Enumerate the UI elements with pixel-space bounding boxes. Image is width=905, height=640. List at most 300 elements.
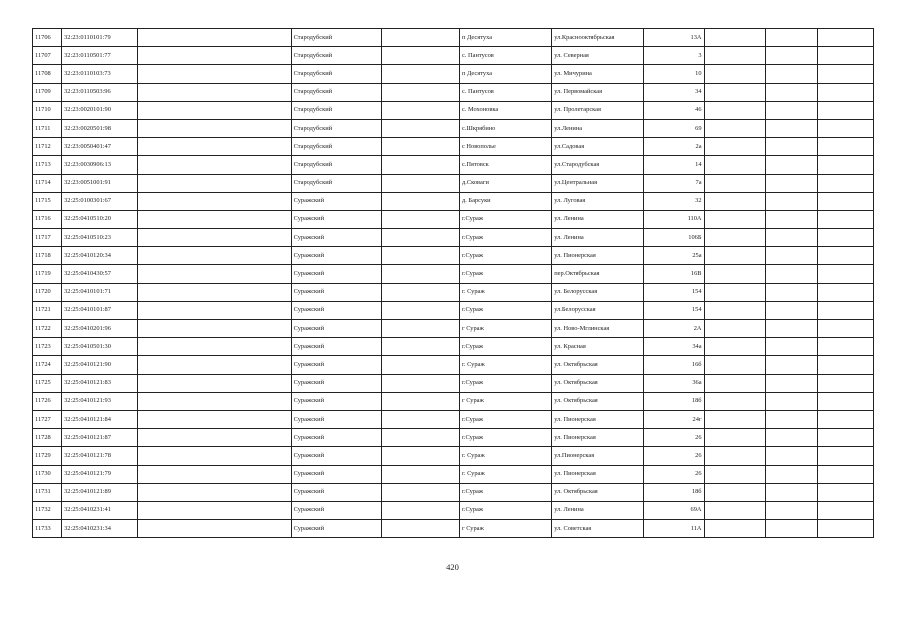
empty-cell xyxy=(138,210,291,228)
empty-cell xyxy=(381,229,459,247)
empty-cell xyxy=(765,483,817,501)
empty-cell xyxy=(138,374,291,392)
empty-cell xyxy=(381,210,459,228)
table-row xyxy=(33,465,874,483)
empty-cell xyxy=(704,392,765,410)
empty-cell xyxy=(138,29,291,47)
empty-cell xyxy=(138,65,291,83)
table-row xyxy=(33,192,874,210)
empty-cell xyxy=(817,29,873,47)
street-cell: ул. Красная xyxy=(552,338,644,356)
empty-cell xyxy=(138,83,291,101)
empty-cell xyxy=(817,501,873,519)
empty-cell xyxy=(765,156,817,174)
empty-cell xyxy=(138,338,291,356)
empty-cell xyxy=(704,138,765,156)
row-number-cell: 11731 xyxy=(33,483,62,501)
empty-cell xyxy=(381,247,459,265)
empty-cell xyxy=(138,119,291,137)
cadastral-number-cell: 32:25:0100301:67 xyxy=(62,192,138,210)
street-cell: ул. Ново-Мглинская xyxy=(552,320,644,338)
empty-cell xyxy=(817,65,873,83)
empty-cell xyxy=(704,283,765,301)
table-row xyxy=(33,119,874,137)
row-number-cell: 11710 xyxy=(33,101,62,119)
empty-cell xyxy=(704,247,765,265)
register-sheet xyxy=(32,28,874,538)
table-row xyxy=(33,65,874,83)
register-table-body xyxy=(33,29,874,538)
empty-cell xyxy=(765,247,817,265)
empty-cell xyxy=(765,392,817,410)
empty-cell xyxy=(817,447,873,465)
district-cell: Суражский xyxy=(291,283,381,301)
table-row xyxy=(33,356,874,374)
cadastral-number-cell: 32:25:0410120:34 xyxy=(62,247,138,265)
row-number-cell: 11723 xyxy=(33,338,62,356)
row-number-cell: 11724 xyxy=(33,356,62,374)
street-cell: ул.Пионерская xyxy=(552,447,644,465)
locality-cell: с.Пятовск xyxy=(459,156,551,174)
house-number-cell: 154 xyxy=(644,283,704,301)
locality-cell: п Десятуха xyxy=(459,65,551,83)
street-cell: пер.Октябрьская xyxy=(552,265,644,283)
row-number-cell: 11713 xyxy=(33,156,62,174)
empty-cell xyxy=(138,320,291,338)
empty-cell xyxy=(381,301,459,319)
table-row xyxy=(33,320,874,338)
street-cell: ул.Красноoктябрьская xyxy=(552,29,644,47)
cadastral-number-cell: 32:25:0410121:84 xyxy=(62,410,138,428)
empty-cell xyxy=(817,210,873,228)
property-register-table xyxy=(32,28,874,538)
empty-cell xyxy=(817,192,873,210)
empty-cell xyxy=(138,265,291,283)
empty-cell xyxy=(765,101,817,119)
table-row xyxy=(33,29,874,47)
street-cell: ул. Первомайская xyxy=(552,83,644,101)
row-number-cell: 11715 xyxy=(33,192,62,210)
empty-cell xyxy=(817,119,873,137)
district-cell: Суражский xyxy=(291,356,381,374)
empty-cell xyxy=(704,156,765,174)
locality-cell: с. Мохоновка xyxy=(459,101,551,119)
street-cell: ул. Пролетарская xyxy=(552,101,644,119)
empty-cell xyxy=(704,429,765,447)
empty-cell xyxy=(704,447,765,465)
house-number-cell: 3 xyxy=(644,47,704,65)
empty-cell xyxy=(138,410,291,428)
table-row xyxy=(33,174,874,192)
empty-cell xyxy=(817,356,873,374)
empty-cell xyxy=(704,192,765,210)
row-number-cell: 11714 xyxy=(33,174,62,192)
row-number-cell: 11716 xyxy=(33,210,62,228)
empty-cell xyxy=(381,410,459,428)
empty-cell xyxy=(817,47,873,65)
row-number-cell: 11726 xyxy=(33,392,62,410)
street-cell: ул.Садовая xyxy=(552,138,644,156)
empty-cell xyxy=(704,356,765,374)
table-row xyxy=(33,520,874,538)
empty-cell xyxy=(765,501,817,519)
row-number-cell: 11728 xyxy=(33,429,62,447)
empty-cell xyxy=(817,374,873,392)
house-number-cell: 2А xyxy=(644,320,704,338)
empty-cell xyxy=(381,65,459,83)
empty-cell xyxy=(704,29,765,47)
empty-cell xyxy=(704,465,765,483)
empty-cell xyxy=(381,520,459,538)
empty-cell xyxy=(817,465,873,483)
district-cell: Суражский xyxy=(291,465,381,483)
empty-cell xyxy=(765,83,817,101)
empty-cell xyxy=(765,410,817,428)
cadastral-number-cell: 32:25:0410121:93 xyxy=(62,392,138,410)
locality-cell: г.Сураж xyxy=(459,483,551,501)
table-row xyxy=(33,265,874,283)
table-row xyxy=(33,374,874,392)
street-cell: ул. Октябрьская xyxy=(552,483,644,501)
row-number-cell: 11720 xyxy=(33,283,62,301)
empty-cell xyxy=(704,229,765,247)
empty-cell xyxy=(765,320,817,338)
house-number-cell: 16В xyxy=(644,265,704,283)
street-cell: ул. Белорусская xyxy=(552,283,644,301)
empty-cell xyxy=(138,247,291,265)
empty-cell xyxy=(381,465,459,483)
empty-cell xyxy=(381,47,459,65)
street-cell: ул. Северная xyxy=(552,47,644,65)
empty-cell xyxy=(381,356,459,374)
street-cell: ул. Октябрьская xyxy=(552,356,644,374)
cadastral-number-cell: 32:23:0110103:73 xyxy=(62,65,138,83)
locality-cell: г. Сураж xyxy=(459,447,551,465)
district-cell: Суражский xyxy=(291,520,381,538)
locality-cell: г.Сураж xyxy=(459,265,551,283)
district-cell: Суражский xyxy=(291,338,381,356)
cadastral-number-cell: 32:25:0410121:87 xyxy=(62,429,138,447)
row-number-cell: 11721 xyxy=(33,301,62,319)
house-number-cell: 7а xyxy=(644,174,704,192)
empty-cell xyxy=(381,174,459,192)
table-row xyxy=(33,338,874,356)
empty-cell xyxy=(765,283,817,301)
house-number-cell: 36а xyxy=(644,374,704,392)
empty-cell xyxy=(765,192,817,210)
district-cell: Суражский xyxy=(291,429,381,447)
empty-cell xyxy=(817,156,873,174)
district-cell: Суражский xyxy=(291,392,381,410)
cadastral-number-cell: 32:23:0051001:91 xyxy=(62,174,138,192)
empty-cell xyxy=(138,47,291,65)
street-cell: ул. Пионерская xyxy=(552,465,644,483)
empty-cell xyxy=(704,83,765,101)
house-number-cell: 110А xyxy=(644,210,704,228)
empty-cell xyxy=(765,301,817,319)
empty-cell xyxy=(817,138,873,156)
street-cell: ул. Ленина xyxy=(552,229,644,247)
empty-cell xyxy=(765,47,817,65)
empty-cell xyxy=(138,501,291,519)
table-row xyxy=(33,101,874,119)
street-cell: ул. Октябрьская xyxy=(552,392,644,410)
cadastral-number-cell: 32:25:0410201:96 xyxy=(62,320,138,338)
house-number-cell: 24г xyxy=(644,410,704,428)
house-number-cell: 26 xyxy=(644,429,704,447)
empty-cell xyxy=(817,301,873,319)
empty-cell xyxy=(381,429,459,447)
empty-cell xyxy=(138,301,291,319)
empty-cell xyxy=(704,65,765,83)
empty-cell xyxy=(381,156,459,174)
table-row xyxy=(33,283,874,301)
locality-cell: г.Сураж xyxy=(459,247,551,265)
district-cell: Стародубский xyxy=(291,101,381,119)
cadastral-number-cell: 32:25:0410430:57 xyxy=(62,265,138,283)
empty-cell xyxy=(765,520,817,538)
street-cell: ул. Мичурина xyxy=(552,65,644,83)
house-number-cell: 25а xyxy=(644,247,704,265)
empty-cell xyxy=(381,192,459,210)
district-cell: Суражский xyxy=(291,501,381,519)
empty-cell xyxy=(817,283,873,301)
empty-cell xyxy=(817,410,873,428)
empty-cell xyxy=(381,338,459,356)
empty-cell xyxy=(138,520,291,538)
empty-cell xyxy=(817,520,873,538)
table-row xyxy=(33,83,874,101)
locality-cell: г Сураж xyxy=(459,392,551,410)
empty-cell xyxy=(765,429,817,447)
empty-cell xyxy=(381,392,459,410)
street-cell: ул. Октябрьская xyxy=(552,374,644,392)
locality-cell: г.Сураж xyxy=(459,410,551,428)
locality-cell: д. Барсуки xyxy=(459,192,551,210)
locality-cell: г.Сураж xyxy=(459,374,551,392)
cadastral-number-cell: 32:25:0410121:78 xyxy=(62,447,138,465)
house-number-cell: 106Б xyxy=(644,229,704,247)
empty-cell xyxy=(704,501,765,519)
empty-cell xyxy=(765,338,817,356)
cadastral-number-cell: 32:23:0110101:79 xyxy=(62,29,138,47)
empty-cell xyxy=(765,138,817,156)
empty-cell xyxy=(381,83,459,101)
locality-cell: г.Сураж xyxy=(459,210,551,228)
empty-cell xyxy=(817,429,873,447)
district-cell: Стародубский xyxy=(291,83,381,101)
table-row xyxy=(33,501,874,519)
empty-cell xyxy=(817,320,873,338)
empty-cell xyxy=(704,338,765,356)
row-number-cell: 11709 xyxy=(33,83,62,101)
house-number-cell: 26 xyxy=(644,465,704,483)
house-number-cell: 46 xyxy=(644,101,704,119)
empty-cell xyxy=(138,229,291,247)
empty-cell xyxy=(381,101,459,119)
row-number-cell: 11711 xyxy=(33,119,62,137)
table-row xyxy=(33,247,874,265)
empty-cell xyxy=(704,119,765,137)
cadastral-number-cell: 32:23:0050401:47 xyxy=(62,138,138,156)
empty-cell xyxy=(817,83,873,101)
empty-cell xyxy=(704,174,765,192)
district-cell: Суражский xyxy=(291,483,381,501)
district-cell: Суражский xyxy=(291,192,381,210)
empty-cell xyxy=(138,138,291,156)
locality-cell: г Сураж xyxy=(459,520,551,538)
row-number-cell: 11706 xyxy=(33,29,62,47)
row-number-cell: 11729 xyxy=(33,447,62,465)
table-row xyxy=(33,392,874,410)
empty-cell xyxy=(765,374,817,392)
locality-cell: г. Сураж xyxy=(459,283,551,301)
street-cell: ул. Пионерская xyxy=(552,247,644,265)
empty-cell xyxy=(817,101,873,119)
district-cell: Суражский xyxy=(291,447,381,465)
empty-cell xyxy=(138,174,291,192)
empty-cell xyxy=(138,465,291,483)
empty-cell xyxy=(765,210,817,228)
empty-cell xyxy=(765,356,817,374)
cadastral-number-cell: 32:25:0410510:20 xyxy=(62,210,138,228)
table-row xyxy=(33,229,874,247)
cadastral-number-cell: 32:25:0410501:30 xyxy=(62,338,138,356)
district-cell: Суражский xyxy=(291,410,381,428)
empty-cell xyxy=(765,447,817,465)
row-number-cell: 11719 xyxy=(33,265,62,283)
district-cell: Суражский xyxy=(291,320,381,338)
empty-cell xyxy=(704,301,765,319)
empty-cell xyxy=(138,429,291,447)
empty-cell xyxy=(138,283,291,301)
house-number-cell: 69 xyxy=(644,119,704,137)
district-cell: Суражский xyxy=(291,210,381,228)
district-cell: Стародубский xyxy=(291,65,381,83)
empty-cell xyxy=(138,101,291,119)
empty-cell xyxy=(765,174,817,192)
empty-cell xyxy=(138,192,291,210)
cadastral-number-cell: 32:23:0110501:77 xyxy=(62,47,138,65)
empty-cell xyxy=(381,119,459,137)
empty-cell xyxy=(817,392,873,410)
row-number-cell: 11725 xyxy=(33,374,62,392)
row-number-cell: 11717 xyxy=(33,229,62,247)
street-cell: ул. Луговая xyxy=(552,192,644,210)
locality-cell: с.Шкрябино xyxy=(459,119,551,137)
district-cell: Стародубский xyxy=(291,138,381,156)
table-row xyxy=(33,483,874,501)
street-cell: ул.Стародубская xyxy=(552,156,644,174)
empty-cell xyxy=(704,47,765,65)
empty-cell xyxy=(704,101,765,119)
street-cell: ул. Ленина xyxy=(552,501,644,519)
house-number-cell: 13А xyxy=(644,29,704,47)
district-cell: Суражский xyxy=(291,229,381,247)
cadastral-number-cell: 32:25:0410101:87 xyxy=(62,301,138,319)
row-number-cell: 11730 xyxy=(33,465,62,483)
table-row xyxy=(33,210,874,228)
locality-cell: д.Сковаги xyxy=(459,174,551,192)
empty-cell xyxy=(704,410,765,428)
row-number-cell: 11712 xyxy=(33,138,62,156)
empty-cell xyxy=(817,483,873,501)
district-cell: Стародубский xyxy=(291,47,381,65)
district-cell: Стародубский xyxy=(291,174,381,192)
street-cell: ул. Пионерская xyxy=(552,429,644,447)
table-row xyxy=(33,156,874,174)
cadastral-number-cell: 32:23:0030906:13 xyxy=(62,156,138,174)
empty-cell xyxy=(138,483,291,501)
table-row xyxy=(33,410,874,428)
street-cell: ул. Пионерская xyxy=(552,410,644,428)
table-row xyxy=(33,301,874,319)
row-number-cell: 11708 xyxy=(33,65,62,83)
district-cell: Стародубский xyxy=(291,29,381,47)
cadastral-number-cell: 32:23:0020101:90 xyxy=(62,101,138,119)
cadastral-number-cell: 32:25:0410101:71 xyxy=(62,283,138,301)
house-number-cell: 26 xyxy=(644,447,704,465)
cadastral-number-cell: 32:25:0410510:23 xyxy=(62,229,138,247)
house-number-cell: 11А xyxy=(644,520,704,538)
row-number-cell: 11732 xyxy=(33,501,62,519)
locality-cell: г.Сураж xyxy=(459,429,551,447)
empty-cell xyxy=(817,265,873,283)
table-row xyxy=(33,447,874,465)
cadastral-number-cell: 32:23:0110503:96 xyxy=(62,83,138,101)
row-number-cell: 11727 xyxy=(33,410,62,428)
street-cell: ул.Центральная xyxy=(552,174,644,192)
empty-cell xyxy=(765,29,817,47)
street-cell: ул.Ленина xyxy=(552,119,644,137)
locality-cell: с Новополье xyxy=(459,138,551,156)
empty-cell xyxy=(138,447,291,465)
house-number-cell: 69А xyxy=(644,501,704,519)
locality-cell: п Десятуха xyxy=(459,29,551,47)
empty-cell xyxy=(765,465,817,483)
empty-cell xyxy=(765,119,817,137)
street-cell: ул.Белорусская xyxy=(552,301,644,319)
house-number-cell: 154 xyxy=(644,301,704,319)
row-number-cell: 11733 xyxy=(33,520,62,538)
empty-cell xyxy=(381,29,459,47)
house-number-cell: 32 xyxy=(644,192,704,210)
cadastral-number-cell: 32:25:0410121:79 xyxy=(62,465,138,483)
locality-cell: г.Сураж xyxy=(459,501,551,519)
empty-cell xyxy=(138,356,291,374)
table-row xyxy=(33,47,874,65)
locality-cell: г Сураж xyxy=(459,320,551,338)
house-number-cell: 18б xyxy=(644,483,704,501)
empty-cell xyxy=(704,483,765,501)
empty-cell xyxy=(765,265,817,283)
cadastral-number-cell: 32:25:0410231:34 xyxy=(62,520,138,538)
empty-cell xyxy=(765,65,817,83)
empty-cell xyxy=(138,392,291,410)
house-number-cell: 14 xyxy=(644,156,704,174)
empty-cell xyxy=(817,174,873,192)
house-number-cell: 34 xyxy=(644,83,704,101)
empty-cell xyxy=(381,501,459,519)
row-number-cell: 11718 xyxy=(33,247,62,265)
locality-cell: г. Сураж xyxy=(459,356,551,374)
cadastral-number-cell: 32:23:0020501:98 xyxy=(62,119,138,137)
empty-cell xyxy=(817,247,873,265)
empty-cell xyxy=(765,229,817,247)
empty-cell xyxy=(817,229,873,247)
locality-cell: г.Сураж xyxy=(459,301,551,319)
street-cell: ул. Советская xyxy=(552,520,644,538)
